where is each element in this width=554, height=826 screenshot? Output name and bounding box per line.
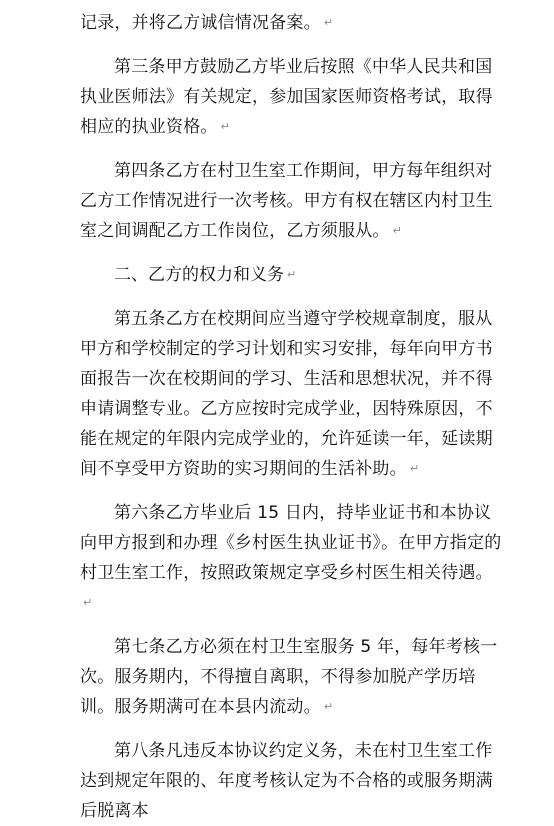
section-heading-rights-obligations (80, 260, 504, 290)
paragraph-record (80, 8, 504, 38)
paragraph-text: 第三条甲方鼓励乙方毕业后按照《中华人民共和国执业医师法》有关规定，参加国家医师资格考试，取得相应的执业资格。 (80, 57, 493, 137)
paragraph-text: 记录，并将乙方诚信情况备案。 (80, 13, 321, 33)
paragraph-mark-icon: ↵ (323, 16, 334, 29)
paragraph-text: 第六条乙方毕业后 15 日内，持毕业证书和本协议向甲方报到和办理《乡村医生执业证书》。在甲方指定的村卫生室工作，按照政策规定享受乡村医生相关待遇。 (80, 503, 502, 583)
paragraph-text: 第七条乙方必须在村卫生室服务 5 年，每年考核一次。服务期内，不得擅自离职，不得参加脱产学历培训。服务期满可在本县内流动。 (80, 637, 498, 717)
paragraph-mark-icon: ↵ (392, 224, 403, 237)
paragraph-mark-icon: ↵ (287, 268, 297, 281)
paragraph-mark-icon: ↵ (220, 120, 231, 133)
paragraph-article-7 (80, 632, 504, 722)
paragraph-article-4 (80, 156, 504, 246)
paragraph-mark-icon: ↵ (409, 462, 420, 475)
paragraph-text: 第八条凡违反本协议约定义务，未在村卫生室工作达到规定年限的、年度考核认定为不合格的或服务期满后脱离本 (80, 741, 493, 821)
paragraph-text: 第五条乙方在校期间应当遵守学校规章制度，服从甲方和学校制定的学习计划和实习安排，每年向甲方书面报告一次在校期间的学习、生活和思想状况，并不得申请调整专业。乙方应按时完成学业，因特殊原因，不能在规定的年限内完成学业的，允许延读一年，延读期间不享受甲方资助的实习期间的生活补助。 (80, 309, 493, 479)
paragraph-mark-icon: ↵ (323, 700, 334, 713)
paragraph-article-8 (80, 736, 504, 826)
paragraph-text: 第四条乙方在村卫生室工作期间，甲方每年组织对乙方工作情况进行一次考核。甲方有权在辖区内村卫生室之间调配乙方工作岗位，乙方须服从。 (80, 161, 493, 241)
paragraph-mark-icon: ↵ (83, 596, 93, 609)
paragraph-article-6 (80, 498, 504, 618)
heading-text: 二、乙方的权力和义务 (114, 265, 284, 285)
paragraph-article-5 (80, 304, 504, 484)
paragraph-article-3 (80, 52, 504, 142)
